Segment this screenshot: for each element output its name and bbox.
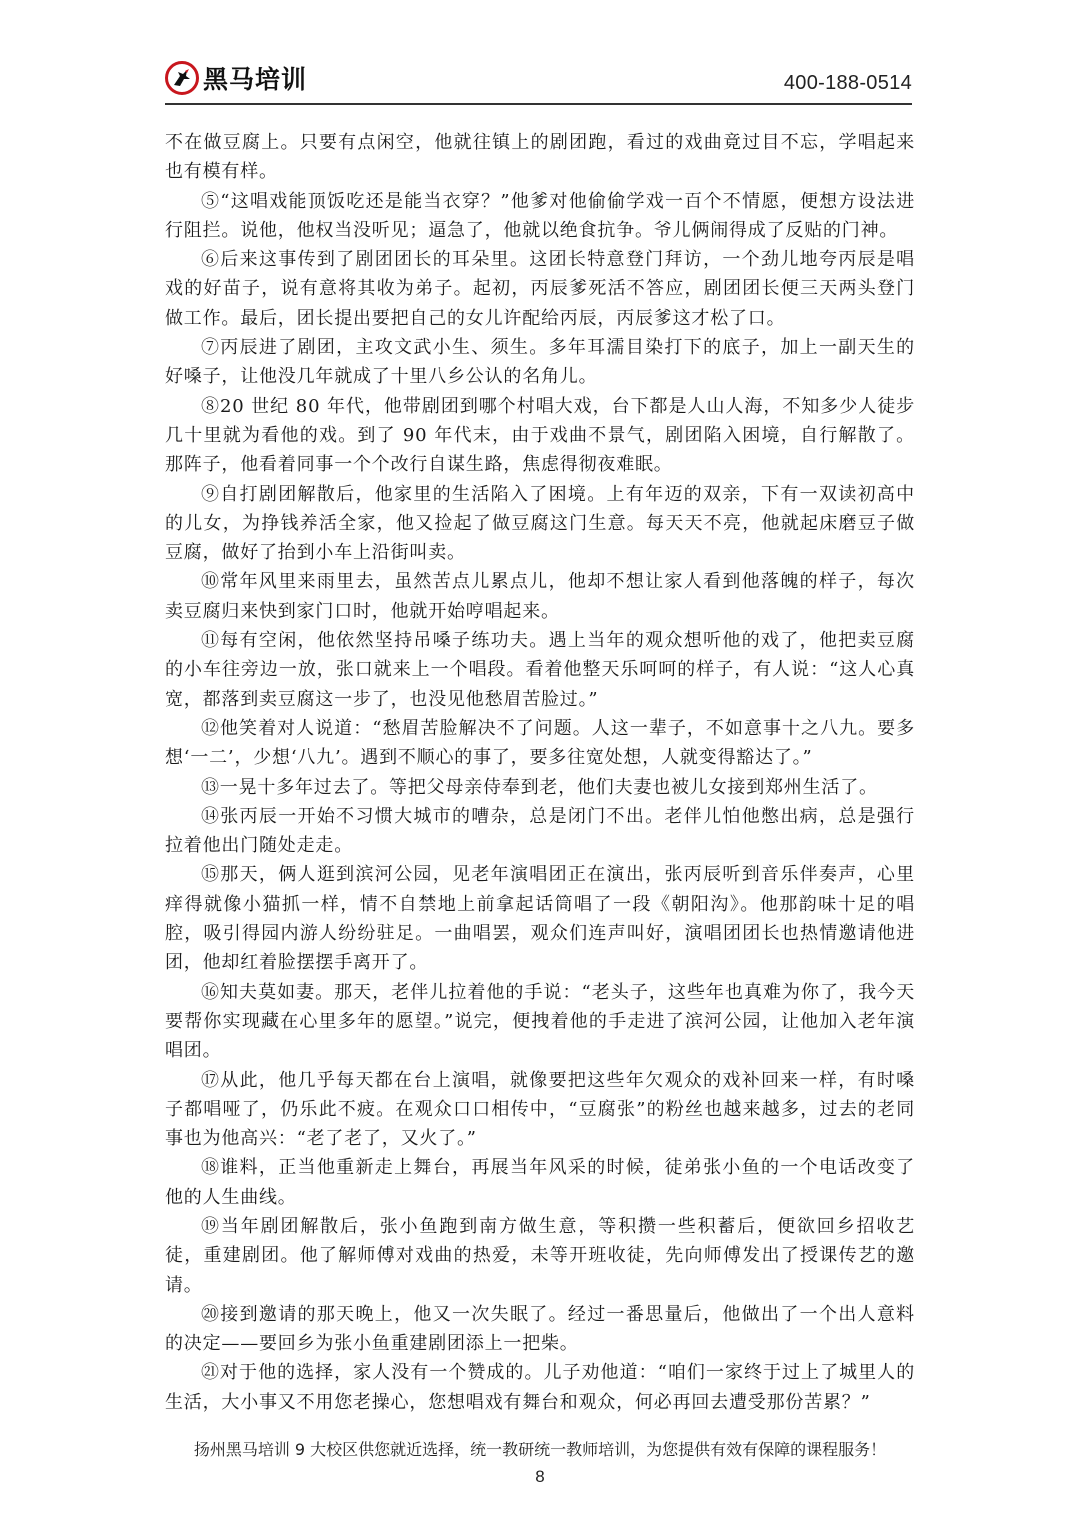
brand-logo [165, 60, 307, 96]
brand-name: 黑马培训 [203, 65, 308, 94]
paragraph: ⑭张丙辰一开始不习惯大城市的嘈杂，总是闭门不出。老伴儿怕他憋出病，总是强行拉着他出门随处走走。 [165, 805, 915, 857]
paragraph: ⑯知夫莫如妻。那天，老伴儿拉着他的手说：“老头子，这些年也真难为你了，我今天要帮你实现藏在心里多年的愿望。”说完，便拽着他的手走进了滨河公园，让他加入老年演唱团。 [165, 981, 915, 1062]
footer-note: 扬州黑马培训 9 大校区供您就近选择，统一教研统一教师培训，为您提供有效有保障的课程服务！ [193, 1440, 887, 1459]
page-header [165, 58, 912, 104]
paragraph: ⑮那天，俩人逛到滨河公园，见老年演唱团正在演出，张丙辰听到音乐伴奏声，心里痒得就像小猫抓一样，情不自禁地上前拿起话筒唱了一段《朝阳沟》。他那韵味十足的唱腔，吸引得园内游人纷纷驻足。一曲唱罢，观众们连声叫好，演唱团团长也热情邀请他进团，他却红着脸摆摆手离开了。 [165, 864, 915, 974]
paragraph: ⑫他笑着对人说道：“愁眉苦脸解决不了问题。人这一辈子，不如意事十之八九。要多想‘一二’，少想‘八九’。遇到不顺心的事了，要多往宽处想，人就变得豁达了。” [165, 717, 915, 769]
article-body [165, 128, 915, 1417]
paragraph: ⑪每有空闲，他依然坚持吊嗓子练功夫。遇上当年的观众想听他的戏了，他把卖豆腐的小车往旁边一放，张口就来上一个唱段。看着他整天乐呵呵的样子，有人说：“这人心真宽，都落到卖豆腐这一步了，也没见他愁眉苦脸过。” [165, 630, 915, 710]
paragraph: ⑥后来这事传到了剧团团长的耳朵里。这团长特意登门拜访，一个劲儿地夸丙辰是唱戏的好苗子，说有意将其收为弟子。起初，丙辰爹死活不答应，剧团团长便三天两头登门做工作。最后，团长提出要把自己的女儿许配给丙辰，丙辰爹这才松了口。 [165, 249, 915, 329]
paragraph: ⑲当年剧团解散后，张小鱼跑到南方做生意，等积攒一些积蓄后，便欲回乡招收艺徒，重建剧团。他了解师傅对戏曲的热爱，未等开班收徒，先向师傅发出了授课传艺的邀请。 [165, 1215, 915, 1296]
paragraph: ⑦丙辰进了剧团，主攻文武小生、须生。多年耳濡目染打下的底子，加上一副天生的好嗓子，让他没几年就成了十里八乡公认的名角儿。 [165, 337, 915, 388]
header-divider [165, 103, 912, 105]
paragraph: ㉑对于他的选择，家人没有一个赞成的。儿子劝他道：“咱们一家终于过上了城里人的生活，大小事又不用您老操心，您想唱戏有舞台和观众，何必再回去遭受那份苦累？” [165, 1362, 915, 1413]
paragraph: ⑨自打剧团解散后，他家里的生活陷入了困境。上有年迈的双亲，下有一双读初高中的儿女，为挣钱养活全家，他又捡起了做豆腐这门生意。每天天不亮，他就起床磨豆子做豆腐，做好了抬到小车上沿街叫卖。 [165, 483, 915, 564]
paragraph: ⑬一晃十多年过去了。等把父母亲侍奉到老，他们夫妻也被儿女接到郑州生活了。 [201, 776, 878, 798]
paragraph: ⑰从此，他几乎每天都在台上演唱，就像要把这些年欠观众的戏补回来一样，有时嗓子都唱哑了，仍乐此不疲。在观众口口相传中，“豆腐张”的粉丝也越来越多，过去的老同事也为他高兴：“老了老了，又火了。” [165, 1069, 915, 1150]
phone-number: 400-188-0514 [783, 72, 912, 94]
paragraph: ⑧20 世纪 80 年代，他带剧团到哪个村唱大戏，台下都是人山人海，不知多少人徒步几十里就为看他的戏。到了 90 年代末，由于戏曲不景气，剧团陷入困境，自行解散了。那阵子，他看着同事一个个改行自谋生路，焦虑得彻夜难眠。 [165, 395, 915, 476]
page-number: 8 [535, 1467, 545, 1486]
paragraph: ⑱谁料，正当他重新走上舞台，再展当年风采的时候，徒弟张小鱼的一个电话改变了他的人生曲线。 [165, 1157, 915, 1208]
paragraph: 不在做豆腐上。只要有点闲空，他就往镇上的剧团跑，看过的戏曲竟过目不忘，学唱起来也有模有样。 [165, 132, 915, 183]
horse-logo-icon [165, 61, 199, 95]
paragraph: ⑤“这唱戏能顶饭吃还是能当衣穿？”他爹对他偷偷学戏一百个不情愿，便想方设法进行阻拦。说他，他权当没听见；逼急了，他就以绝食抗争。爷儿俩闹得成了反贴的门神。 [165, 190, 915, 241]
paragraph: ⑩常年风里来雨里去，虽然苦点儿累点儿，他却不想让家人看到他落魄的样子，每次卖豆腐归来快到家门口时，他就开始哼唱起来。 [165, 571, 915, 622]
paragraph: ⑳接到邀请的那天晚上，他又一次失眠了。经过一番思量后，他做出了一个出人意料的决定——要回乡为张小鱼重建剧团添上一把柴。 [165, 1303, 915, 1355]
